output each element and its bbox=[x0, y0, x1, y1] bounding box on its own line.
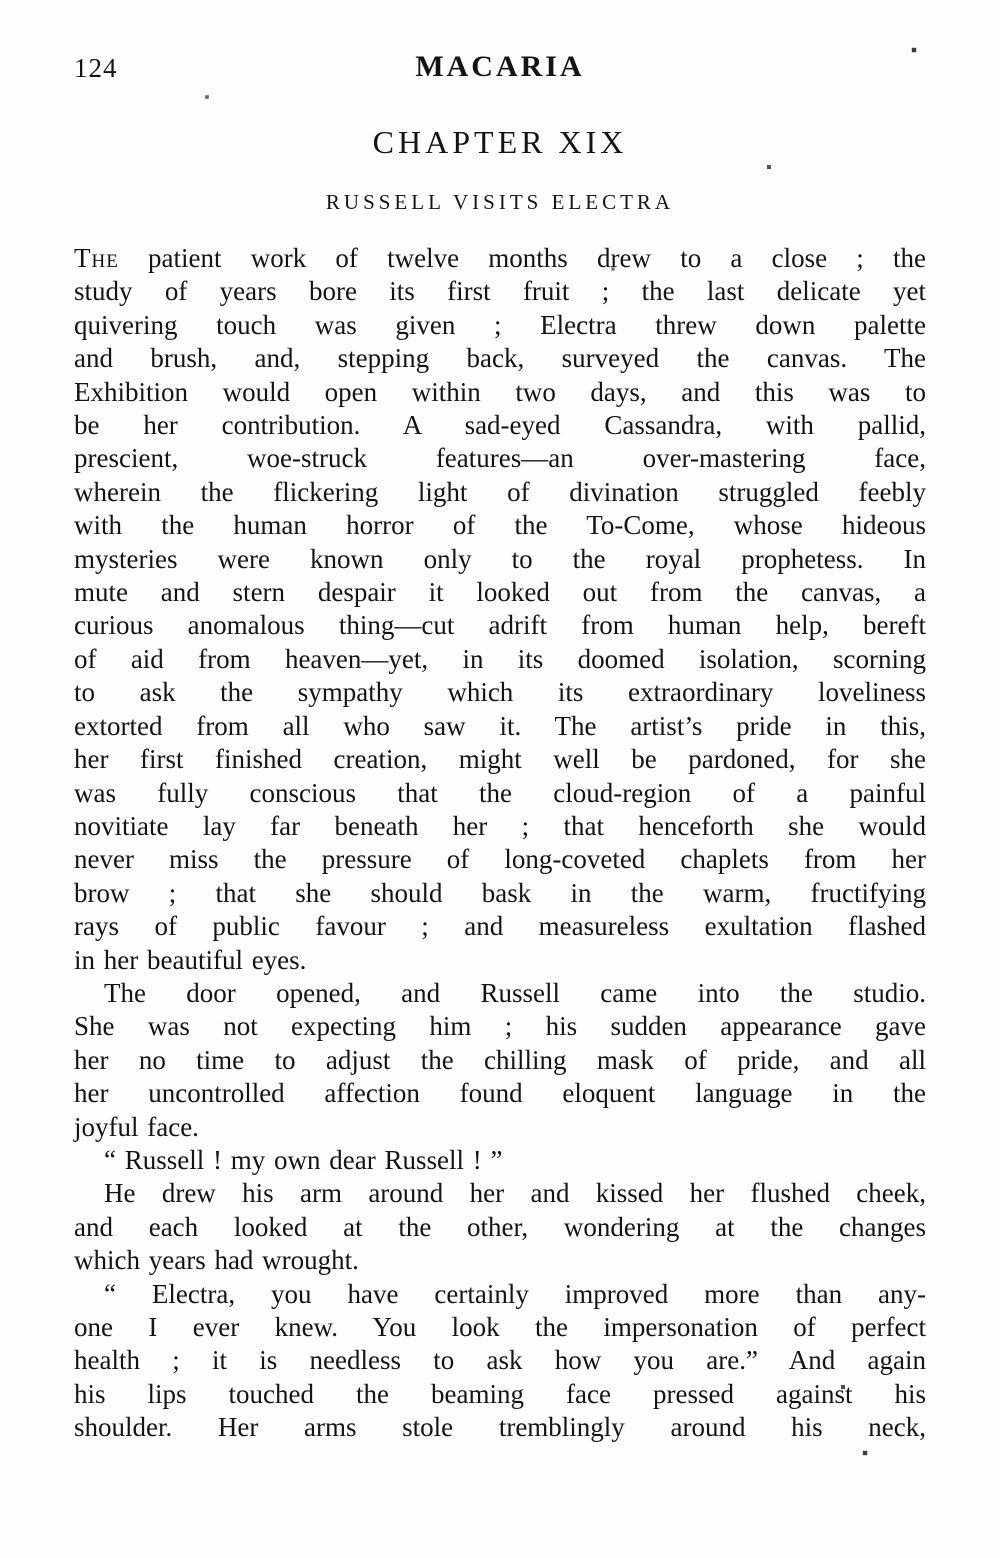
paragraph-lead-word: The bbox=[74, 243, 119, 273]
body-line: her first finished creation, might well be pardoned, for she bbox=[74, 744, 926, 775]
body-line: mute and stern despair it looked out from the canvas, a bbox=[74, 577, 926, 608]
body-line: which years had wrought. bbox=[74, 1245, 359, 1276]
body-text bbox=[74, 242, 926, 1445]
body-line: be her contribution. A sad-eyed Cassandra, with pallid, bbox=[74, 410, 926, 441]
body-line: was fully conscious that the cloud-region of a painful bbox=[74, 777, 926, 808]
chapter-subtitle: RUSSELL VISITS ELECTRA bbox=[325, 190, 675, 214]
body-line: with the human horror of the To-Come, whose hideous bbox=[74, 510, 926, 541]
body-line: “ Electra, you have certainly improved more than any- bbox=[104, 1278, 926, 1309]
body-line bbox=[74, 242, 926, 275]
body-line: joyful face. bbox=[74, 1111, 199, 1142]
body-line: brow ; that she should bask in the warm, fructifying bbox=[74, 877, 926, 908]
body-line: in her beautiful eyes. bbox=[74, 944, 307, 975]
body-line: quivering touch was given ; Electra threw down palette bbox=[74, 309, 926, 340]
body-line: shoulder. Her arms stole tremblingly around his neck, bbox=[74, 1412, 926, 1443]
body-line: novitiate lay far beneath her ; that henceforth she would bbox=[74, 810, 926, 841]
body-line: health ; it is needless to ask how you are.” And again bbox=[74, 1345, 926, 1376]
chapter-heading: CHAPTER XIX bbox=[372, 124, 628, 160]
running-title: MACARIA bbox=[415, 50, 585, 83]
body-line: one I ever knew. You look the impersonation of perfect bbox=[74, 1312, 926, 1342]
body-line: and each looked at the other, wondering at the changes bbox=[74, 1211, 926, 1242]
body-line: his lips touched the beaming face pressed against his bbox=[74, 1378, 926, 1409]
body-line: curious anomalous thing—cut adrift from human help, bereft bbox=[74, 610, 926, 641]
body-line: her no time to adjust the chilling mask of pride, and all bbox=[74, 1044, 926, 1075]
body-line: He drew his arm around her and kissed her flushed cheek, bbox=[104, 1178, 926, 1209]
body-line-text: patient work of twelve months drew to a close ; the bbox=[118, 243, 926, 273]
body-line: rays of public favour ; and measureless exultation flashed bbox=[74, 911, 926, 942]
body-line: her uncontrolled affection found eloquent language in the bbox=[74, 1078, 926, 1109]
page-header bbox=[74, 50, 926, 88]
body-line: of aid from heaven—yet, in its doomed isolation, scorning bbox=[74, 643, 926, 674]
body-line: The door opened, and Russell came into the studio. bbox=[104, 977, 926, 1008]
body-line: “ Russell ! my own dear Russell ! ” bbox=[104, 1144, 503, 1175]
body-line: wherein the flickering light of divination struggled feebly bbox=[74, 476, 926, 507]
body-line: Exhibition would open within two days, and this was to bbox=[74, 376, 926, 407]
body-line: prescient, woe-struck features—an over-mastering face, bbox=[74, 443, 926, 474]
scan-speck-artifacts bbox=[0, 0, 2, 2]
body-line: never miss the pressure of long-coveted chaplets from her bbox=[74, 844, 926, 875]
body-line: extorted from all who saw it. The artist’s pride in this, bbox=[74, 710, 926, 741]
page-number: 124 bbox=[74, 53, 118, 83]
body-line: She was not expecting him ; his sudden appearance gave bbox=[74, 1011, 926, 1042]
body-line: to ask the sympathy which its extraordinary loveliness bbox=[74, 677, 926, 708]
book-page bbox=[74, 0, 926, 1445]
body-line: study of years bore its first fruit ; the last delicate yet bbox=[74, 276, 926, 307]
body-line: mysteries were known only to the royal prophetess. In bbox=[74, 543, 926, 574]
body-line: and brush, and, stepping back, surveyed the canvas. The bbox=[74, 343, 926, 374]
